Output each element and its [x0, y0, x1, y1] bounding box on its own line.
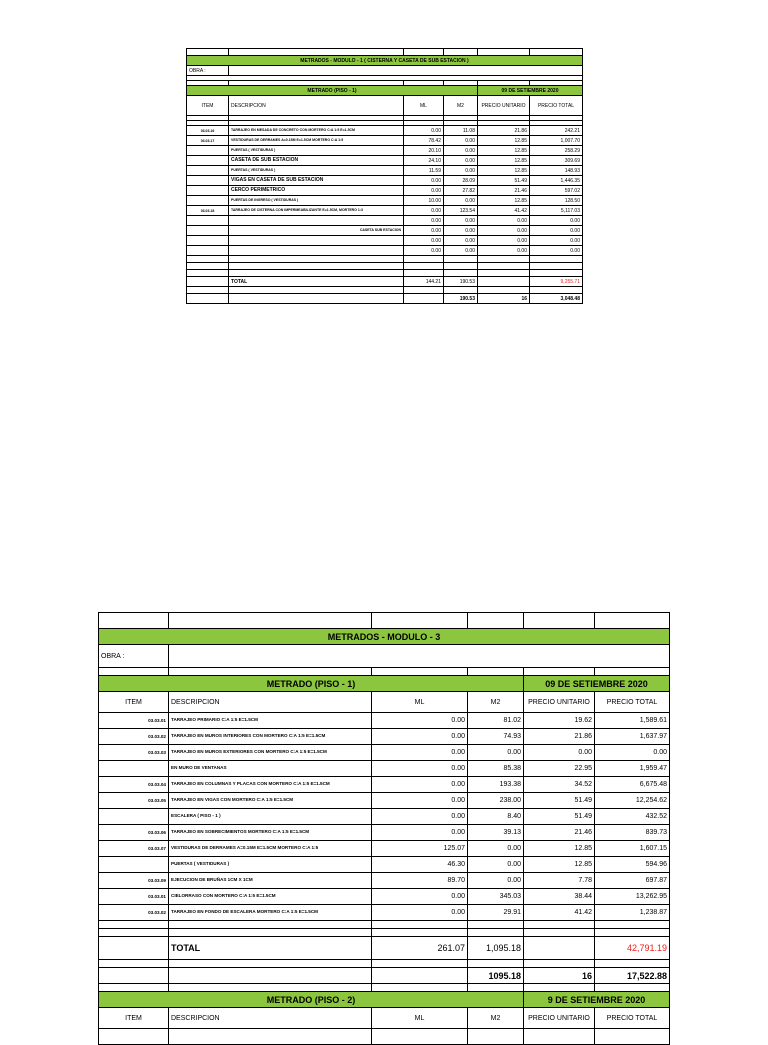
row-m2: 0.00	[444, 196, 478, 206]
row-item	[99, 809, 169, 825]
row-precio-unitario: 21.86	[478, 126, 530, 136]
row-m2: 0.00	[444, 246, 478, 256]
row-ml: 0.00	[372, 713, 468, 729]
summary-m2: 1095.18	[468, 968, 524, 984]
row-item: 03.03.07	[99, 841, 169, 857]
row-precio-unitario: 12.85	[524, 857, 595, 873]
row-description: TARRAJEO EN FONDO DE ESCALERA MORTERO C:A 1:5 E=1.5CM	[169, 905, 372, 921]
row-ml: 0.00	[372, 761, 468, 777]
sheet-title: METRADOS - MODULO - 3	[99, 629, 670, 645]
table-row	[99, 809, 670, 825]
row-m2: 238.00	[468, 793, 524, 809]
row-m2: 0.00	[444, 146, 478, 156]
obra-label: OBRA :	[187, 66, 229, 76]
row-item: 03.03.06	[99, 825, 169, 841]
row-precio-total: 5,117.03	[530, 206, 583, 216]
row-ml: 0.00	[372, 905, 468, 921]
sheet-title: METRADOS - MODULO - 1 ( CISTERNA Y CASETA DE SUB ESTACION )	[187, 56, 583, 66]
header-precio-total: PRECIO TOTAL	[595, 692, 670, 713]
table-row	[99, 873, 670, 889]
row-item	[187, 196, 229, 206]
section-title: METRADO (PISO - 1)	[187, 86, 478, 96]
row-precio-total: 1,589.61	[595, 713, 670, 729]
row-ml: 0.00	[372, 777, 468, 793]
table-row	[99, 889, 670, 905]
row-item	[187, 146, 229, 156]
row-item	[187, 236, 229, 246]
row-description: CASETA SUB ESTACION	[229, 226, 404, 236]
row-ml: 0.00	[372, 729, 468, 745]
row-ml: 0.00	[372, 825, 468, 841]
row-ml: 46.30	[372, 857, 468, 873]
row-precio-unitario: 41.42	[478, 206, 530, 216]
row-precio-unitario: 0.00	[478, 246, 530, 256]
row-ml: 0.00	[404, 206, 444, 216]
total-ml: 261.07	[372, 937, 468, 960]
row-precio-total: 594.96	[595, 857, 670, 873]
table-row	[187, 146, 583, 156]
row-m2: 0.00	[444, 166, 478, 176]
header-precio-total: PRECIO TOTAL	[530, 96, 583, 116]
table-row	[187, 136, 583, 146]
total-precio: 42,791.19	[595, 937, 670, 960]
table-row	[187, 236, 583, 246]
row-ml: 0.00	[404, 226, 444, 236]
row-precio-total: 0.00	[530, 246, 583, 256]
metrados-modulo-3-sheet	[98, 612, 670, 1045]
row-precio-unitario: 51.49	[478, 176, 530, 186]
row-ml: 89.70	[372, 873, 468, 889]
row-ml: 0.00	[404, 216, 444, 226]
row-precio-unitario: 12.85	[478, 166, 530, 176]
total-m2: 190.53	[444, 277, 478, 287]
row-ml: 0.00	[404, 236, 444, 246]
row-description: EJECUCION DE BRUÑAS 1CM X 1CM	[169, 873, 372, 889]
total-label: TOTAL	[169, 937, 372, 960]
row-precio-total: 1,007.70	[530, 136, 583, 146]
row-description: TARRAJEO EN SOBRECIMIENTOS MORTERO C:A 1:5 E=1.5CM	[169, 825, 372, 841]
table-row	[99, 777, 670, 793]
row-description: PUERTAS ( VESTIDURAS )	[229, 166, 404, 176]
row-description: VESTIDURAS DE DERRAMES A=0.15M E=1.5CM MORTERO C:A 1:5	[169, 841, 372, 857]
row-m2: 345.03	[468, 889, 524, 905]
table-row	[187, 226, 583, 236]
row-description: EN MURO DE VENTANAS	[169, 761, 372, 777]
row-ml: 0.00	[404, 176, 444, 186]
row-item: 03.03.05	[99, 793, 169, 809]
table-row	[99, 729, 670, 745]
obra-label: OBRA :	[99, 645, 169, 668]
table-row	[99, 745, 670, 761]
row-item	[187, 216, 229, 226]
row-item: 03.03.01	[99, 889, 169, 905]
total-label: TOTAL	[229, 277, 404, 287]
row-precio-total: 597.02	[530, 186, 583, 196]
row-m2: 0.00	[468, 841, 524, 857]
row-precio-total: 0.00	[530, 236, 583, 246]
row-item: 03.03.03	[99, 745, 169, 761]
row-description: PUERTAS ( VESTIDURAS )	[169, 857, 372, 873]
table-row	[99, 841, 670, 857]
row-item	[187, 166, 229, 176]
row-precio-total: 1,446.35	[530, 176, 583, 186]
header-ml: ML	[404, 96, 444, 116]
total-ml: 144.21	[404, 277, 444, 287]
row-m2: 27.82	[444, 186, 478, 196]
section-1-title: METRADO (PISO - 1)	[99, 676, 524, 692]
row-m2: 29.91	[468, 905, 524, 921]
row-precio-total: 1,637.97	[595, 729, 670, 745]
row-precio-unitario: 21.46	[478, 186, 530, 196]
header-ml: ML	[372, 692, 468, 713]
row-item	[187, 246, 229, 256]
row-precio-unitario: 41.42	[524, 905, 595, 921]
row-ml: 0.00	[372, 793, 468, 809]
row-ml: 78.42	[404, 136, 444, 146]
row-precio-unitario: 21.86	[524, 729, 595, 745]
table-row	[187, 156, 583, 166]
header-item: ITEM	[187, 96, 229, 116]
table-row	[187, 246, 583, 256]
row-ml: 0.00	[372, 745, 468, 761]
row-m2: 11.08	[444, 126, 478, 136]
row-description: CIELORRASO CON MORTERO C:A 1:5 E=1.5CM	[169, 889, 372, 905]
header-m2: M2	[444, 96, 478, 116]
row-precio-total: 432.52	[595, 809, 670, 825]
section-date: 09 DE SETIEMBRE 2020	[478, 86, 583, 96]
header-precio-unitario-2: PRECIO UNITARIO	[524, 1008, 595, 1029]
row-description: TARRAJEO EN MUROS EXTERIORES CON MORTERO C:A 1:5 E=1.5CM	[169, 745, 372, 761]
row-precio-unitario: 51.49	[524, 809, 595, 825]
row-description: TARRAJEO DE CISTERNA CON IMPERMEABILIZANTE E=1.5CM, MORTERO 1:3	[229, 206, 404, 216]
row-precio-total: 258.29	[530, 146, 583, 156]
row-item: 03.03.17	[187, 136, 229, 146]
header-description-2: DESCRIPCION	[169, 1008, 372, 1029]
table-row	[99, 761, 670, 777]
row-item: 03.03.02	[99, 729, 169, 745]
table-row	[187, 166, 583, 176]
table-row	[187, 206, 583, 216]
row-precio-total: 242.21	[530, 126, 583, 136]
row-item: 03.03.16	[187, 126, 229, 136]
row-precio-unitario: 12.85	[524, 841, 595, 857]
header-m2-2: M2	[468, 1008, 524, 1029]
row-precio-total: 13,262.95	[595, 889, 670, 905]
row-item: 03.03.09	[99, 873, 169, 889]
header-precio-unitario: PRECIO UNITARIO	[524, 692, 595, 713]
summary-pu: 16	[478, 294, 530, 304]
row-precio-unitario: 12.85	[478, 196, 530, 206]
header-m2: M2	[468, 692, 524, 713]
row-precio-total: 0.00	[595, 745, 670, 761]
row-m2: 39.13	[468, 825, 524, 841]
row-ml: 0.00	[404, 186, 444, 196]
row-precio-total: 1,238.87	[595, 905, 670, 921]
row-item	[187, 156, 229, 166]
header-ml-2: ML	[372, 1008, 468, 1029]
row-precio-unitario: 19.62	[524, 713, 595, 729]
row-precio-unitario: 34.52	[524, 777, 595, 793]
row-item	[187, 176, 229, 186]
header-item: ITEM	[99, 692, 169, 713]
table-row	[187, 126, 583, 136]
row-precio-unitario: 7.78	[524, 873, 595, 889]
row-item	[187, 186, 229, 196]
row-precio-total: 697.87	[595, 873, 670, 889]
row-description: PUERTAS DE INGRESO ( VESTIDURAS )	[229, 196, 404, 206]
row-m2: 193.38	[468, 777, 524, 793]
header-item-2: ITEM	[99, 1008, 169, 1029]
table-row	[187, 176, 583, 186]
row-description	[229, 246, 404, 256]
row-precio-unitario: 12.85	[478, 146, 530, 156]
row-m2: 0.00	[444, 156, 478, 166]
header-precio-unitario: PRECIO UNITARIO	[478, 96, 530, 116]
row-item	[187, 226, 229, 236]
row-item	[99, 857, 169, 873]
row-precio-unitario: 38.44	[524, 889, 595, 905]
section-2-title: METRADO (PISO - 2)	[99, 992, 524, 1008]
row-description: TARRAJEO PRIMARIO C:A 1:5 E=1.5CM	[169, 713, 372, 729]
row-description: CERCO PERIMETRICO	[229, 186, 404, 196]
row-m2: 0.00	[468, 857, 524, 873]
total-precio: 9,255.71	[530, 277, 583, 287]
row-m2: 81.02	[468, 713, 524, 729]
table-row	[187, 186, 583, 196]
row-m2: 0.00	[444, 236, 478, 246]
row-ml: 11.59	[404, 166, 444, 176]
summary-total: 17,522.88	[595, 968, 670, 984]
row-m2: 0.00	[444, 216, 478, 226]
section-2-date: 9 DE SETIEMBRE 2020	[524, 992, 670, 1008]
row-item: 03.03.18	[187, 206, 229, 216]
row-precio-total: 0.00	[530, 226, 583, 236]
row-precio-total: 0.00	[530, 216, 583, 226]
row-description: PUERTAS ( VESTIDURAS )	[229, 146, 404, 156]
row-precio-unitario: 0.00	[478, 226, 530, 236]
row-precio-total: 6,675.48	[595, 777, 670, 793]
row-m2: 123.54	[444, 206, 478, 216]
row-ml: 0.00	[372, 889, 468, 905]
header-description: DESCRIPCION	[169, 692, 372, 713]
row-item: 03.03.04	[99, 777, 169, 793]
row-m2: 0.00	[468, 745, 524, 761]
row-precio-unitario: 21.46	[524, 825, 595, 841]
row-description: CASETA DE SUB ESTACION	[229, 156, 404, 166]
row-item: 03.03.01	[99, 713, 169, 729]
row-precio-total: 128.50	[530, 196, 583, 206]
table-row	[99, 905, 670, 921]
table-row	[99, 825, 670, 841]
row-description: ESCALERA ( PISO - 1 )	[169, 809, 372, 825]
row-precio-total: 1,607.15	[595, 841, 670, 857]
row-precio-total: 309.69	[530, 156, 583, 166]
section-1-date: 09 DE SETIEMBRE 2020	[524, 676, 670, 692]
header-description: DESCRIPCION	[229, 96, 404, 116]
row-ml: 24.10	[404, 156, 444, 166]
summary-pu: 16	[524, 968, 595, 984]
row-description: VESTIDURAS DE DERRAMES A=0.15M E=1.5CM MORTERO C:A 1:5	[229, 136, 404, 146]
row-item: 03.03.02	[99, 905, 169, 921]
row-ml: 0.00	[404, 126, 444, 136]
table-row	[99, 713, 670, 729]
row-ml: 20.10	[404, 146, 444, 156]
row-precio-unitario: 12.85	[478, 156, 530, 166]
row-m2: 28.09	[444, 176, 478, 186]
metrados-modulo-1-sheet	[186, 48, 583, 304]
table-row	[99, 857, 670, 873]
row-precio-unitario: 0.00	[524, 745, 595, 761]
row-ml: 10.00	[404, 196, 444, 206]
row-description	[229, 216, 404, 226]
summary-m2: 190.53	[444, 294, 478, 304]
row-precio-unitario: 0.00	[478, 236, 530, 246]
row-m2: 0.00	[444, 226, 478, 236]
row-ml: 0.00	[372, 809, 468, 825]
row-ml: 0.00	[404, 246, 444, 256]
row-ml: 125.07	[372, 841, 468, 857]
row-precio-unitario: 0.00	[478, 216, 530, 226]
row-precio-total: 839.73	[595, 825, 670, 841]
row-description	[229, 236, 404, 246]
row-description: TARRAJEO EN MUROS INTERIORES CON MORTERO C:A 1:5 E=1.5CM	[169, 729, 372, 745]
row-precio-unitario: 51.49	[524, 793, 595, 809]
row-m2: 8.40	[468, 809, 524, 825]
row-m2: 85.38	[468, 761, 524, 777]
row-precio-total: 148.93	[530, 166, 583, 176]
row-precio-total: 1,959.47	[595, 761, 670, 777]
summary-total: 3,048.48	[530, 294, 583, 304]
row-description: TARRAJEO EN VIGAS CON MORTERO C:A 1:5 E=1.5CM	[169, 793, 372, 809]
row-m2: 0.00	[444, 136, 478, 146]
row-description: TARRAJEO EN COLUMNAS Y PLACAS CON MORTERO C:A 1:5 E=1.5CM	[169, 777, 372, 793]
table-row	[187, 216, 583, 226]
row-precio-unitario: 22.95	[524, 761, 595, 777]
row-description: VIGAS EN CASETA DE SUB ESTACION	[229, 176, 404, 186]
row-item	[99, 761, 169, 777]
row-m2: 0.00	[468, 873, 524, 889]
row-m2: 74.93	[468, 729, 524, 745]
row-description: TARRAJEO EN MESADA DE CONCRETO CON MORTERO C:A 1:5 E=1.5CM	[229, 126, 404, 136]
header-precio-total-2: PRECIO TOTAL	[595, 1008, 670, 1029]
row-precio-total: 12,254.62	[595, 793, 670, 809]
table-row	[187, 196, 583, 206]
total-m2: 1,095.18	[468, 937, 524, 960]
table-row	[99, 793, 670, 809]
row-precio-unitario: 12.85	[478, 136, 530, 146]
